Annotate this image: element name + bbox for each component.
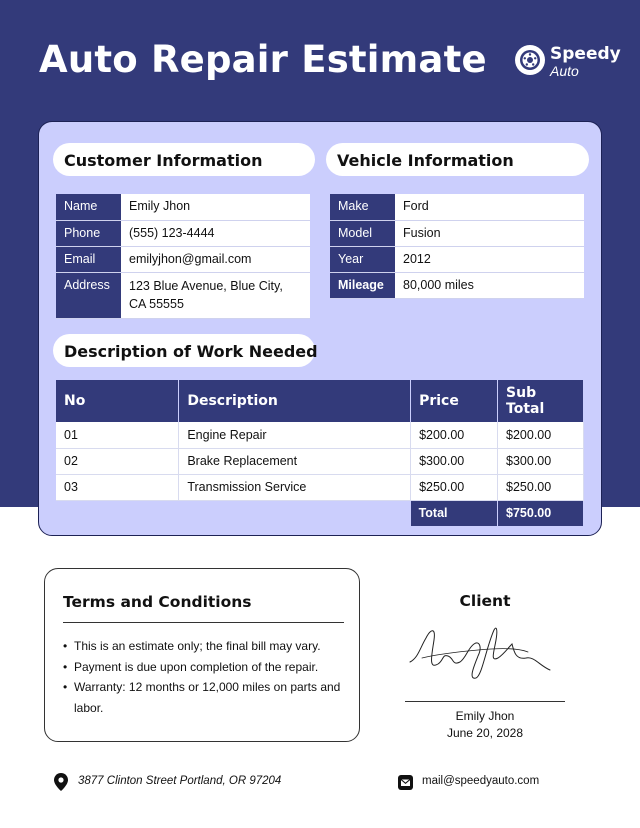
estimate-panel [38,121,602,536]
row-subtotal: $200.00 [498,422,584,448]
client-heading: Client [459,592,511,610]
row-no: 01 [56,422,179,448]
row-subtotal: $250.00 [498,474,584,500]
work-heading: Description of Work Needed [53,334,315,367]
vehicle-value-make: Ford [395,194,584,220]
vehicle-label-model: Model [330,220,395,246]
customer-table [56,194,310,319]
customer-label-email: Email [56,246,121,272]
logo-name: Speedy [550,44,621,64]
divider [63,622,344,623]
signature-line [405,701,565,702]
row-price: $250.00 [411,474,498,500]
row-no: 03 [56,474,179,500]
table-row [56,246,310,272]
table-row [56,272,310,318]
vehicle-value-model: Fusion [395,220,584,246]
table-row [330,246,584,272]
vehicle-value-mileage: 80,000 miles [395,272,584,298]
client-name: Emily Jhon [455,709,515,723]
work-table [56,380,584,526]
customer-label-phone: Phone [56,220,121,246]
table-row [56,448,584,474]
customer-label-name: Name [56,194,121,220]
page-title: Auto Repair Estimate [39,38,487,81]
list-item: • This is an estimate only; the final bill may vary. [63,636,353,657]
row-description: Brake Replacement [179,448,411,474]
customer-value-address: 123 Blue Avenue, Blue City, CA 55555 [121,272,310,318]
customer-heading: Customer Information [53,143,315,176]
customer-value-email: emilyjhon@gmail.com [121,246,310,272]
mail-icon [398,775,413,790]
column-header-no: No [56,380,179,422]
customer-label-address: Address [56,272,121,318]
terms-box [44,568,360,742]
vehicle-value-year: 2012 [395,246,584,272]
row-no: 02 [56,448,179,474]
column-header-subtotal: Sub Total [498,380,584,422]
customer-value-phone: (555) 123-4444 [121,220,310,246]
column-header-description: Description [179,380,411,422]
logo-subname: Auto [550,63,579,79]
row-price: $300.00 [411,448,498,474]
customer-value-name: Emily Jhon [121,194,310,220]
vehicle-label-make: Make [330,194,395,220]
footer-email-text[interactable]: mail@speedyauto.com [422,775,540,787]
table-row [330,220,584,246]
table-row [56,194,310,220]
row-description: Transmission Service [179,474,411,500]
vehicle-heading: Vehicle Information [326,143,589,176]
table-header-row [56,380,584,422]
table-row [330,272,584,298]
total-value: $750.00 [498,500,584,526]
table-row [56,220,310,246]
row-price: $200.00 [411,422,498,448]
wheel-icon [514,44,546,76]
location-pin-icon [54,773,68,791]
table-row [56,422,584,448]
vehicle-label-year: Year [330,246,395,272]
terms-list [63,636,353,718]
logo [514,44,621,80]
row-subtotal: $300.00 [498,448,584,474]
list-item: • Warranty: 12 months or 12,000 miles on parts and labor. [63,677,353,718]
row-description: Engine Repair [179,422,411,448]
total-label: Total [411,500,498,526]
vehicle-table [330,194,584,299]
total-row [56,500,584,526]
footer-address-text: 3877 Clinton Street Portland, OR 97204 [78,775,282,787]
list-item: • Payment is due upon completion of the repair. [63,657,353,678]
signature [408,618,558,688]
vehicle-label-mileage: Mileage [330,272,395,298]
column-header-price: Price [411,380,498,422]
table-row [330,194,584,220]
terms-heading: Terms and Conditions [63,593,252,611]
client-date: June 20, 2028 [446,726,524,740]
table-row [56,474,584,500]
